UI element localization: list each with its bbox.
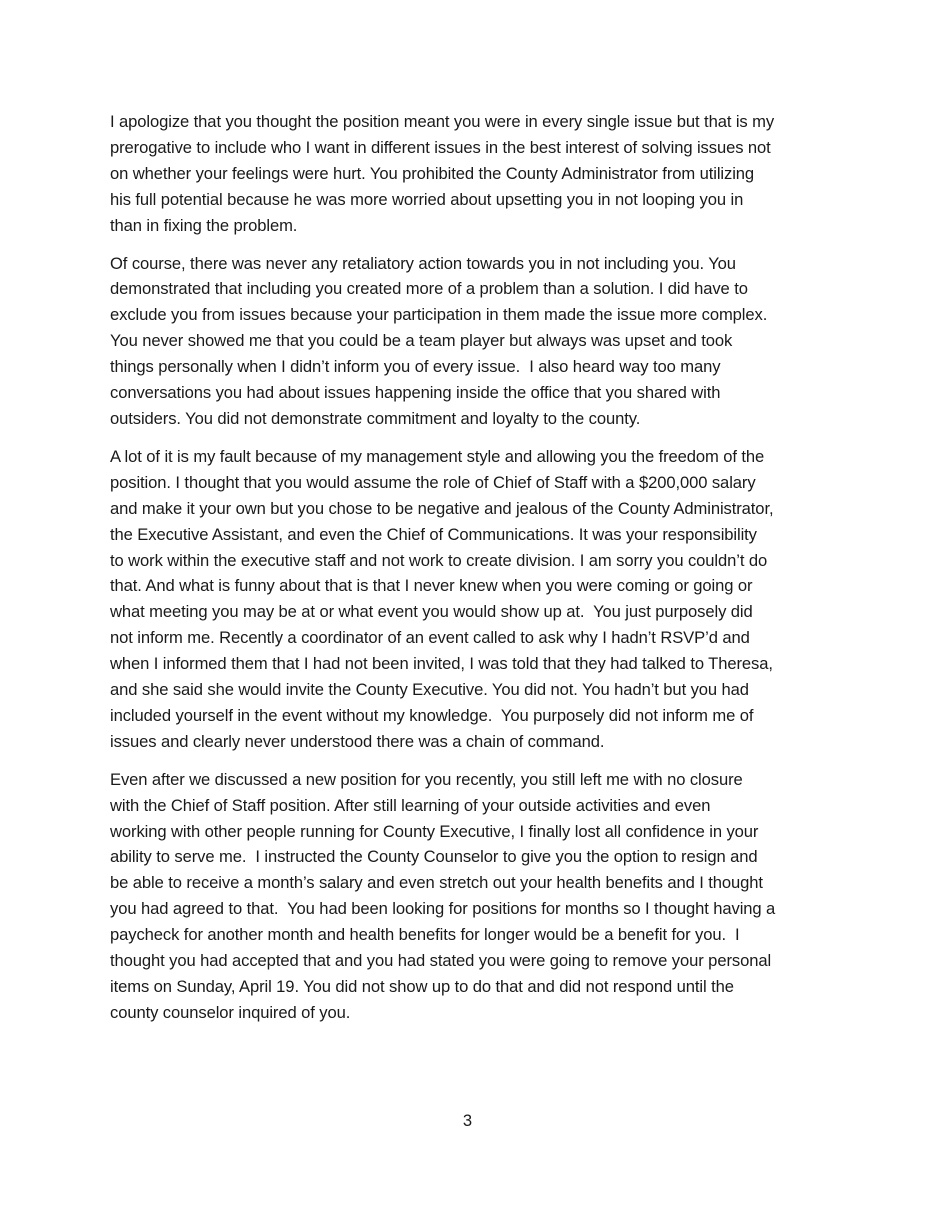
text-line: his full potential because he was more worried about upsetting you in not looping you in xyxy=(110,189,744,209)
paragraph-2 xyxy=(110,251,830,432)
text-line: and make it your own but you chose to be negative and jealous of the County Administrator, xyxy=(110,498,774,518)
text-line: that. And what is funny about that is that I never knew when you were coming or going or xyxy=(110,576,753,596)
page-number: 3 xyxy=(462,1111,473,1130)
text-line: working with other people running for County Executive, I finally lost all confidence in your xyxy=(110,821,759,841)
text-line: to work within the executive staff and not work to create division. I am sorry you couldn’t do xyxy=(110,550,768,570)
text-line: be able to receive a month’s salary and even stretch out your health benefits and I thought xyxy=(110,873,763,893)
text-line: than in fixing the problem. xyxy=(110,215,298,235)
text-line: I apologize that you thought the position meant you were in every single issue but that is my xyxy=(110,112,775,131)
text-line: Even after we discussed a new position for you recently, you still left me with no closure xyxy=(110,769,743,789)
text-line: ability to serve me. I instructed the County Counselor to give you the option to resign and xyxy=(110,847,758,867)
text-line: you had agreed to that. You had been looking for positions for months so I thought having a xyxy=(110,899,776,919)
text-line: and she said she would invite the County Executive. You did not. You hadn’t but you had xyxy=(110,680,749,700)
text-line: conversations you had about issues happening inside the office that you shared with xyxy=(110,383,721,403)
text-line: issues and clearly never understood there was a chain of command. xyxy=(110,731,605,751)
text-line: You never showed me that you could be a team player but always was upset and took xyxy=(110,331,733,351)
paragraph-4 xyxy=(110,767,830,1026)
text-line: what meeting you may be at or what event you would show up at. You just purposely did xyxy=(110,602,753,622)
text-line: prerogative to include who I want in different issues in the best interest of solving issues not xyxy=(110,137,771,157)
text-line: with the Chief of Staff position. After still learning of your outside activities and even xyxy=(110,795,711,815)
text-line: Of course, there was never any retaliatory action towards you in not including you. You xyxy=(110,253,736,273)
text-line: included yourself in the event without my knowledge. You purposely did not inform me of xyxy=(110,705,754,725)
text-line: paycheck for another month and health benefits for longer would be a benefit for you. I xyxy=(110,925,740,945)
text-line: the Executive Assistant, and even the Chief of Communications. It was your responsibility xyxy=(110,524,757,544)
text-line: outsiders. You did not demonstrate commitment and loyalty to the county. xyxy=(110,408,641,428)
text-line: A lot of it is my fault because of my management style and allowing you the freedom of the xyxy=(110,446,765,466)
text-line: position. I thought that you would assume the role of Chief of Staff with a $200,000 salary xyxy=(110,472,756,492)
document-body xyxy=(110,109,830,1038)
text-line: things personally when I didn’t inform you of every issue. I also heard way too many xyxy=(110,357,721,377)
text-line: county counselor inquired of you. xyxy=(110,1002,351,1022)
paragraph-1 xyxy=(110,109,830,239)
text-line: demonstrated that including you created more of a problem than a solution. I did have to xyxy=(110,279,748,299)
text-line: thought you had accepted that and you had stated you were going to remove your personal xyxy=(110,951,772,971)
text-line: items on Sunday, April 19. You did not show up to do that and did not respond until the xyxy=(110,977,734,996)
text-line: on whether your feelings were hurt. You prohibited the County Administrator from utilizing xyxy=(110,163,755,183)
text-line: exclude you from issues because your participation in them made the issue more complex. xyxy=(110,305,768,325)
text-line: when I informed them that I had not been invited, I was told that they had talked to Theresa, xyxy=(110,654,773,674)
paragraph-3 xyxy=(110,444,830,755)
text-line: not inform me. Recently a coordinator of an event called to ask why I hadn’t RSVP’d and xyxy=(110,628,750,648)
